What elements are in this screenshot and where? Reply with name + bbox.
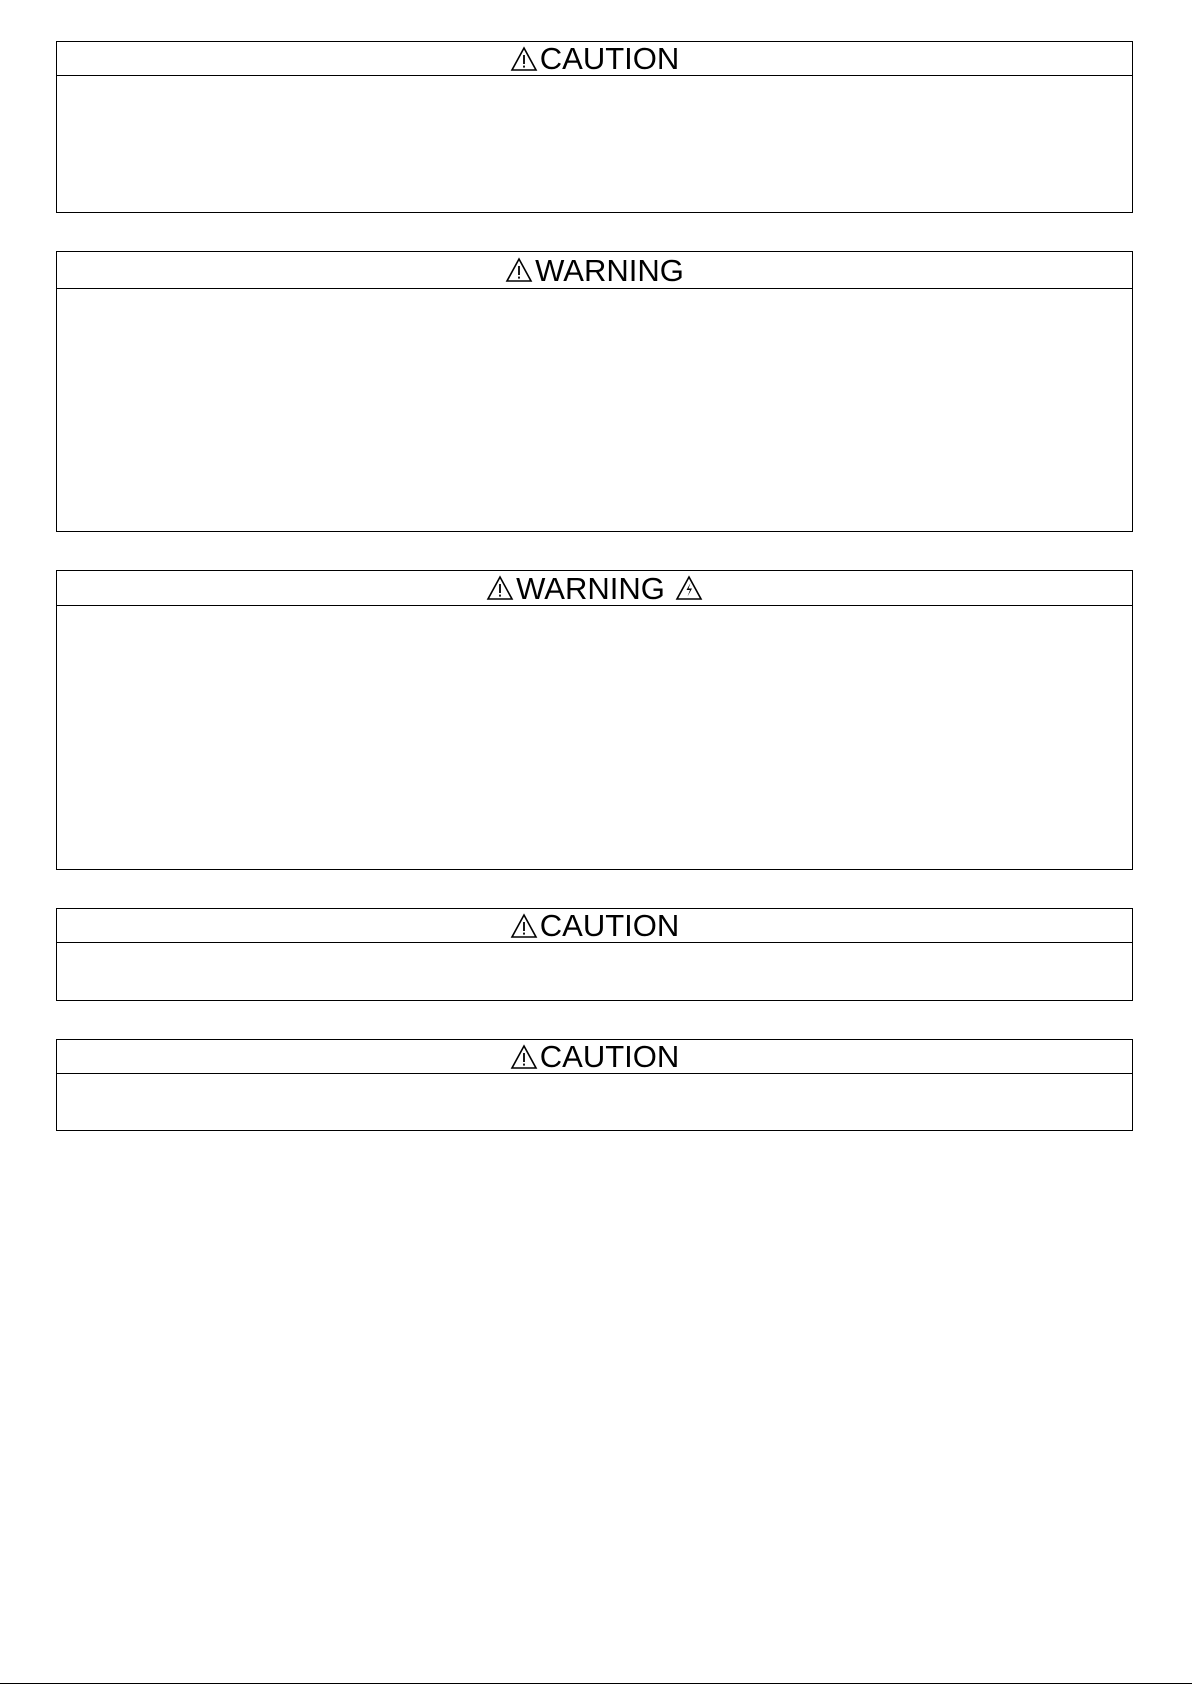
general-warning-icon <box>505 257 533 283</box>
notice-header <box>57 1040 1132 1074</box>
caution-notice-box <box>56 1039 1133 1131</box>
general-warning-icon <box>510 46 538 72</box>
notice-title: WARNING <box>535 252 684 288</box>
general-warning-icon <box>510 913 538 939</box>
general-warning-icon <box>510 1044 538 1070</box>
notice-title: WARNING <box>516 570 665 606</box>
notice-title: CAUTION <box>539 41 680 76</box>
notice-header <box>57 42 1132 76</box>
page-bottom-rule <box>0 1683 1192 1684</box>
electrical-hazard-icon <box>675 575 703 601</box>
notice-header <box>57 252 1132 289</box>
electrical-warning-notice-box <box>56 570 1133 870</box>
caution-notice-box <box>56 908 1133 1001</box>
notice-header <box>57 571 1132 606</box>
notice-title: CAUTION <box>539 908 680 943</box>
general-warning-icon <box>486 575 514 601</box>
warning-notice-box <box>56 251 1133 532</box>
notice-title: CAUTION <box>539 1039 680 1074</box>
caution-notice-box <box>56 41 1133 213</box>
notice-header <box>57 909 1132 943</box>
